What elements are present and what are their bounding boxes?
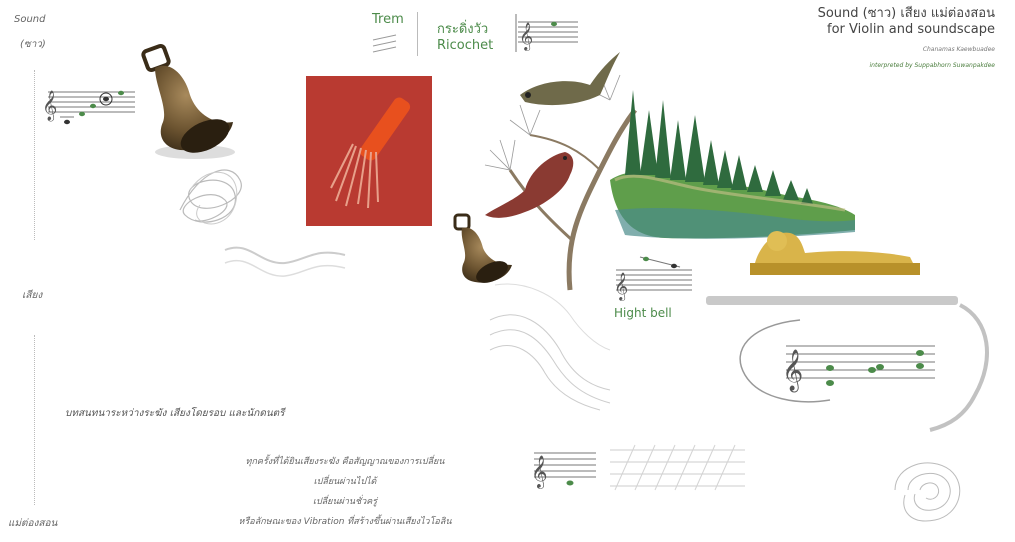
svg-text:𝄞: 𝄞 xyxy=(519,22,534,50)
wave-line xyxy=(220,235,350,285)
staff-4 xyxy=(780,338,940,393)
divider-2 xyxy=(34,335,35,505)
sound-label: Sound xyxy=(14,14,46,25)
hight-bell-label: Hight bell xyxy=(614,306,672,320)
reclining-buddha-image xyxy=(745,225,925,280)
bell-large-image xyxy=(135,40,245,165)
staff-5 xyxy=(530,443,600,493)
forest-landscape-image xyxy=(605,70,860,245)
poem-line-3: เปลี่ยนผ่านชั่วครู่ xyxy=(312,497,378,507)
trem-label: Trem xyxy=(372,12,404,27)
svg-text:𝄞: 𝄞 xyxy=(42,91,58,121)
title-line-2: for Violin and soundscape xyxy=(827,22,995,37)
poem-heading: บทสนทนาระหว่างระฆัง เสียงโดยรอบ และนักดนตรี xyxy=(65,408,285,419)
svg-text:𝄞: 𝄞 xyxy=(782,350,804,391)
hatch-pattern xyxy=(605,440,750,495)
fingerprint-contour xyxy=(880,450,970,530)
contour-lines xyxy=(485,275,615,415)
title-line-1: Sound (ซาว) เสียง แม่ต่องสอน xyxy=(817,6,995,21)
staff-1 xyxy=(40,82,140,132)
siang-label: เสียง xyxy=(22,290,43,301)
svg-text:𝄞: 𝄞 xyxy=(614,272,629,300)
interpreter-credit: interpreted by Suppabhorn Suwanpakdee xyxy=(869,62,995,69)
poem-line-2: เปลี่ยนผ่านไปได้ xyxy=(313,477,377,487)
poem-line-4: หรือลักษณะของ Vibration ที่สร้างขึ้นผ่านเสียงไวโอลิน xyxy=(238,517,452,527)
poem-line-1: ทุกครั้งที่ได้ยินเสียงระฆัง คือสัญญาณของการเปลี่ยน xyxy=(245,457,445,467)
ricochet-photo xyxy=(306,76,432,226)
header-divider xyxy=(417,12,418,56)
mae-tong-sorn-label: แม่ต่องสอน xyxy=(8,518,58,529)
scribble-drawing xyxy=(170,150,260,240)
sound-thai-label: (ซาว) xyxy=(20,39,46,50)
composer-credit: Chanamas Kaewbuadee xyxy=(922,46,995,53)
divider-1 xyxy=(34,70,35,240)
ricochet-thai-label: กระดิ่งวัว xyxy=(437,22,489,37)
staff-3 xyxy=(612,252,697,302)
ricochet-label: Ricochet xyxy=(437,38,494,53)
trem-marks xyxy=(370,32,400,54)
svg-text:𝄞: 𝄞 xyxy=(531,455,548,488)
